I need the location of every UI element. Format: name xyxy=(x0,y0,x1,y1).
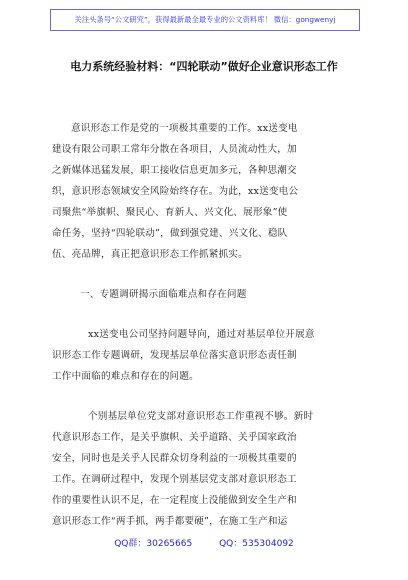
body-line: 织，意识形态领域安全风险始终存在。为此，xx送变电公 xyxy=(52,186,299,197)
body-line: 意识形态工作“两手抓，两手都要硬”，在施工生产和运 xyxy=(52,516,288,527)
body-line: 伍、亮品牌，真正把意识形态工作抓紧抓实。 xyxy=(52,249,248,260)
footer-qq-group: QQ群：30265665 xyxy=(114,539,193,549)
section-heading: 一、专题调研揭示面临难点和存在问题 xyxy=(80,289,247,300)
body-line: 司聚焦“举旗帜、聚民心、育新人、兴文化、展形象”使 xyxy=(52,207,288,218)
promo-banner xyxy=(50,9,360,31)
body-line: 意识形态工作是党的一项极其重要的工作。xx送变电 xyxy=(71,123,298,134)
body-line: 命任务，坚持“四轮联动”，做到强党建、兴文化、稳队 xyxy=(52,228,288,239)
body-line: xx送变电公司坚持问题导向，通过对基层单位开展意 xyxy=(88,329,315,340)
document-title: 电力系统经验材料：“四轮联动”做好企业意识形态工作 xyxy=(70,60,338,73)
banner-wechat: 微信：gongwenyj xyxy=(273,15,336,24)
body-line: 识形态工作专题调研，发现基层单位落实意识形态责任制 xyxy=(52,350,297,361)
body-line: 建设有限公司职工常年分散在各项目，人员流动性大，加 xyxy=(52,144,297,155)
footer-contact xyxy=(0,536,408,549)
body-line: 安全，同时也是关乎人民群众切身利益的一项极其重要的 xyxy=(52,453,297,464)
body-line: 代意识形态工作，是关乎旗帜、关乎道路、关乎国家政治 xyxy=(52,432,297,443)
body-line: 作的重要性认识不足，在一定程度上没能做到安全生产和 xyxy=(52,495,297,506)
body-line: 个别基层单位党支部对意识形态工作重视不够。新时 xyxy=(88,411,314,422)
body-line: 工作。在调研过程中，发现个别基层党支部对意识形态工 xyxy=(52,474,297,485)
body-line: 工作中面临的难点和存在的问题。 xyxy=(52,371,199,382)
body-line: 之新媒体迅猛发展，职工接收信息更加多元，各种思潮交 xyxy=(52,165,297,176)
banner-text: 关注头条号“公文研究”，获得最新最全最专业的公文资料库！ xyxy=(74,15,272,24)
footer-qq: QQ：535304092 xyxy=(219,539,294,549)
